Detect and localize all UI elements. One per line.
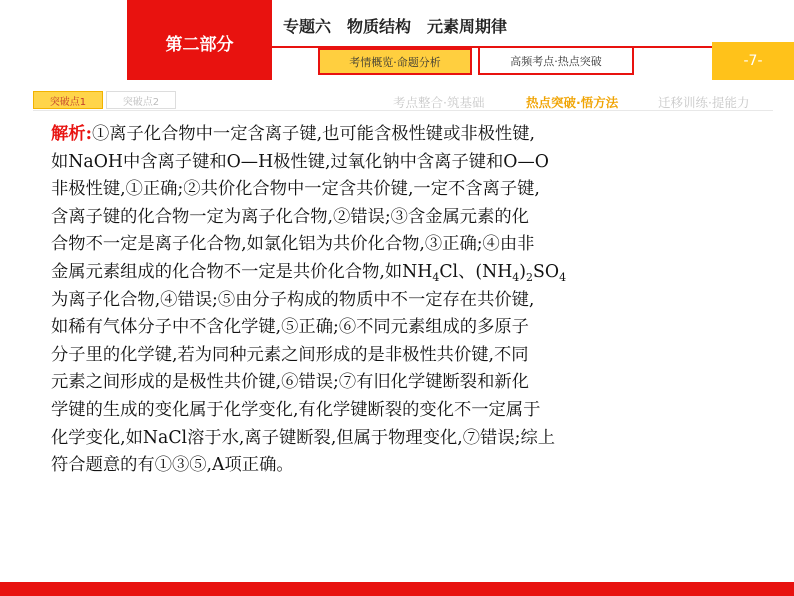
breakthrough-tab-2[interactable]: 突破点2	[106, 91, 176, 109]
part-label: 第二部分	[127, 0, 272, 80]
nav-hotspot-breakthrough[interactable]: 热点突破·悟方法	[526, 95, 619, 110]
text-line: 金属元素组成的化合物不一定是共价化合物,如$NH_4Cl$、$(NH_4)_2SO_4$	[51, 261, 567, 284]
text-line: 分子里的化学键,若为同种元素之间形成的是非极性共价键,不同	[51, 344, 529, 365]
nav-consolidate-basics[interactable]: 考点整合·筑基础	[393, 95, 485, 110]
text-line: 学键的生成的变化属于化学变化,有化学键断裂的变化不一定属于	[51, 399, 541, 420]
tab-exam-overview[interactable]: 考情概览·命题分析	[318, 48, 472, 75]
tab-key-points[interactable]: 高频考点·热点突破	[478, 48, 634, 75]
chemical-formula: $NH_4Cl$、$(NH_4)_2SO_4$	[402, 261, 567, 284]
footer-bar	[0, 582, 794, 596]
text-line: 非极性键,①正确;②共价化合物中一定含共价键,一定不含离子键,	[51, 179, 540, 200]
text-line: 为离子化合物,④错误;⑤由分子构成的物质中不一定存在共价键,	[51, 289, 535, 310]
text-line: 含离子键的化合物一定为离子化合物,②错误;③含金属元素的化	[51, 206, 529, 227]
analysis-label: 解析:	[51, 124, 92, 144]
text-line: 如稀有气体分子中不含化学键,⑤正确;⑥不同元素组成的多原子	[51, 317, 529, 338]
text-line: 合物不一定是离子化合物,如氯化铝为共价化合物,③正确;④由非	[51, 234, 535, 255]
topic-title: 专题六 物质结构 元素周期律	[283, 17, 508, 36]
text-line: 化学变化,如NaCl溶于水,离子键断裂,但属于物理变化,⑦错误;综上	[51, 427, 556, 448]
subnav-divider	[33, 110, 773, 111]
text-line: 如NaOH中含离子键和O—H极性键,过氧化钠中含离子键和O—O	[51, 151, 549, 172]
nav-transfer-training[interactable]: 迁移训练·提能力	[658, 95, 750, 110]
text-line: 解析:①离子化合物中一定含离子键,也可能含极性键或非极性键,	[51, 124, 535, 144]
analysis-text	[51, 121, 776, 480]
page-number: -7-	[712, 42, 794, 80]
text-line: 元素之间形成的是极性共价键,⑥错误;⑦有旧化学键断裂和新化	[51, 372, 529, 393]
breakthrough-tab-1[interactable]: 突破点1	[33, 91, 103, 109]
text-line: 符合题意的有①③⑤,A项正确。	[51, 455, 294, 476]
